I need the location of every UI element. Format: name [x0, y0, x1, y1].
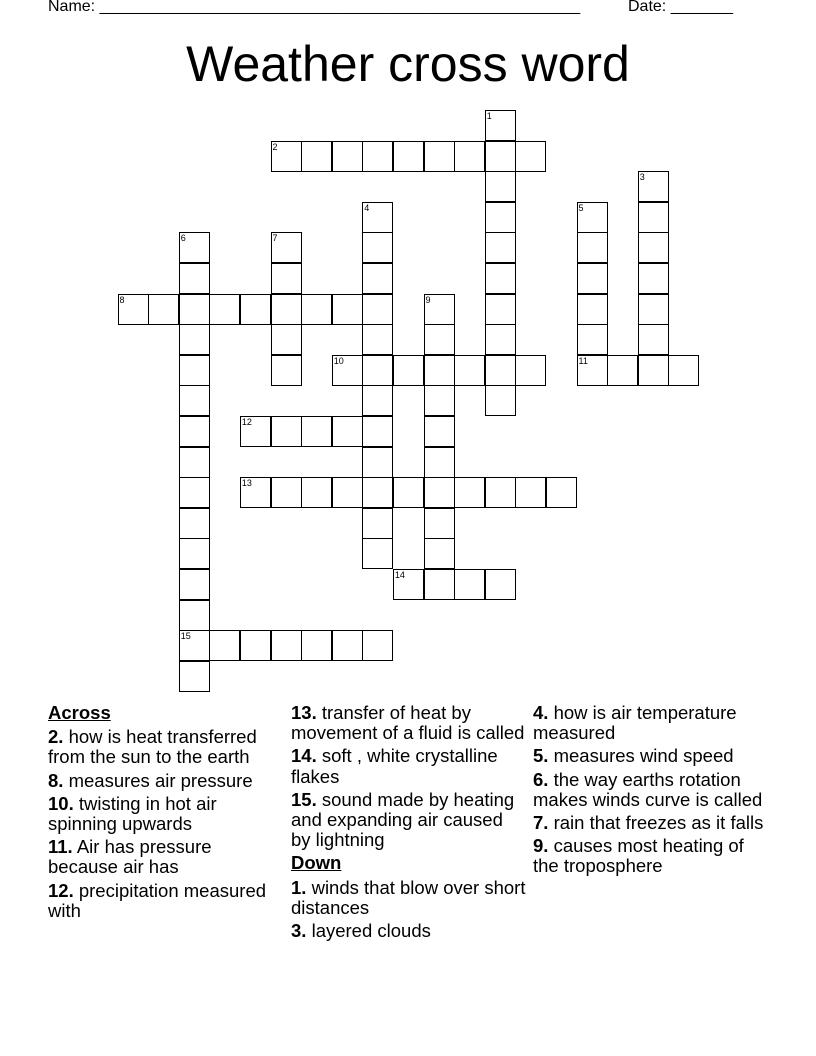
crossword-cell[interactable] [362, 202, 393, 233]
crossword-cell[interactable] [179, 661, 210, 692]
clue-text: Air has pressure because air has [48, 836, 212, 878]
crossword-cell[interactable] [485, 294, 516, 325]
clue-number-label: 6 [180, 233, 186, 244]
across-clue [48, 794, 283, 834]
crossword-cell[interactable] [271, 355, 302, 386]
crossword-cell[interactable] [485, 110, 516, 141]
crossword-cell[interactable] [179, 569, 210, 600]
clue-number: 10. [48, 792, 74, 814]
crossword-cell[interactable] [332, 477, 363, 508]
down-clue [291, 878, 526, 918]
crossword-cell[interactable] [179, 538, 210, 569]
crossword-cell[interactable] [332, 416, 363, 447]
crossword-cell[interactable] [362, 263, 393, 294]
crossword-cell[interactable] [301, 416, 332, 447]
clue-number: 3. [291, 920, 307, 942]
clue-number: 2. [48, 726, 64, 748]
crossword-cell[interactable] [179, 232, 210, 263]
clue-text: transfer of heat by movement of a fluid is called [291, 702, 525, 744]
crossword-cell[interactable] [301, 630, 332, 661]
clue-number: 15. [291, 788, 317, 810]
clue-text: how is heat transferred from the sun to the earth [48, 726, 257, 768]
crossword-cell[interactable] [148, 294, 179, 325]
crossword-cell[interactable] [362, 508, 393, 539]
across-clue [48, 771, 283, 791]
crossword-cell[interactable] [424, 141, 455, 172]
crossword-cell[interactable] [424, 294, 455, 325]
crossword-cell[interactable] [393, 569, 424, 600]
clue-number-label: 8 [119, 294, 125, 305]
crossword-cell[interactable] [485, 477, 516, 508]
crossword-cell[interactable] [577, 202, 608, 233]
crossword-cell[interactable] [209, 294, 240, 325]
crossword-cell[interactable] [485, 141, 516, 172]
crossword-cell[interactable] [332, 294, 363, 325]
crossword-cell[interactable] [638, 294, 669, 325]
crossword-cell[interactable] [638, 324, 669, 355]
clue-number: 1. [291, 876, 307, 898]
across-clue [291, 703, 526, 743]
crossword-cell[interactable] [638, 263, 669, 294]
clue-number-label: 10 [333, 355, 344, 366]
crossword-cell[interactable] [301, 141, 332, 172]
crossword-cell[interactable] [362, 447, 393, 478]
crossword-cell[interactable] [362, 294, 393, 325]
crossword-cell[interactable] [638, 232, 669, 263]
clue-number: 11. [48, 836, 73, 858]
crossword-cell[interactable] [515, 141, 546, 172]
crossword-cell[interactable] [577, 294, 608, 325]
crossword-cell[interactable] [638, 171, 669, 202]
crossword-cell[interactable] [332, 355, 363, 386]
crossword-cell[interactable] [179, 508, 210, 539]
clue-number-label: 5 [578, 202, 584, 213]
clues-column-3 [533, 703, 768, 880]
crossword-cell[interactable] [577, 232, 608, 263]
clue-number: 8. [48, 769, 64, 791]
clue-text: precipitation measured with [48, 879, 267, 921]
crossword-cell[interactable] [271, 263, 302, 294]
crossword-cell[interactable] [424, 447, 455, 478]
clue-number-label: 14 [394, 570, 405, 580]
crossword-cell[interactable] [515, 477, 546, 508]
name-line: Name: ______________________________________________________ [48, 0, 581, 15]
crossword-cell[interactable] [424, 477, 455, 508]
page-title: Weather cross word [186, 36, 630, 92]
clue-text: how is air temperature measured [533, 702, 737, 744]
crossword-cell[interactable] [485, 263, 516, 294]
down-clue [533, 836, 768, 876]
clue-number-label: 13 [241, 478, 252, 489]
crossword-cell[interactable] [118, 294, 149, 325]
crossword-cell[interactable] [668, 355, 699, 386]
crossword-cell[interactable] [485, 569, 516, 600]
down-clue [533, 703, 768, 743]
across-clue [48, 727, 283, 767]
crossword-cell[interactable] [362, 538, 393, 569]
crossword-cell[interactable] [485, 385, 516, 416]
clue-number: 4. [533, 702, 549, 723]
crossword-cell[interactable] [179, 355, 210, 386]
crossword-cell[interactable] [240, 630, 271, 661]
crossword-cell[interactable] [393, 477, 424, 508]
clue-number: 14. [291, 745, 317, 767]
across-clue [48, 837, 283, 877]
crossword-cell[interactable] [179, 600, 210, 631]
crossword-cell[interactable] [454, 355, 485, 386]
across-clue [48, 881, 283, 921]
crossword-cell[interactable] [515, 355, 546, 386]
crossword-cell[interactable] [485, 324, 516, 355]
crossword-cell[interactable] [546, 477, 577, 508]
crossword-cell[interactable] [301, 294, 332, 325]
clue-number-label: 11 [578, 355, 588, 366]
crossword-cell[interactable] [179, 263, 210, 294]
crossword-cell[interactable] [424, 355, 455, 386]
crossword-cell[interactable] [424, 508, 455, 539]
crossword-cell[interactable] [240, 477, 271, 508]
clue-text: measures air pressure [63, 769, 253, 791]
crossword-cell[interactable] [271, 232, 302, 263]
clue-text: rain that freezes as it falls [548, 812, 764, 834]
crossword-cell[interactable] [607, 355, 638, 386]
crossword-cell[interactable] [638, 355, 669, 386]
crossword-cell[interactable] [179, 385, 210, 416]
down-heading: Down [291, 852, 342, 874]
crossword-cell[interactable] [271, 141, 302, 172]
clue-number: 5. [533, 745, 549, 767]
crossword-cell[interactable] [485, 171, 516, 202]
date-line: Date: _______ [628, 0, 733, 15]
crossword-cell[interactable] [393, 355, 424, 386]
clue-number: 7. [533, 812, 549, 834]
clue-number-label: 7 [272, 233, 278, 244]
crossword-cell[interactable] [577, 355, 608, 386]
clue-text: twisting in hot air spinning upwards [48, 792, 217, 835]
crossword-cell[interactable] [454, 477, 485, 508]
down-clue [533, 813, 768, 833]
crossword-cell[interactable] [424, 538, 455, 569]
clue-number: 12. [48, 879, 74, 901]
crossword-cell[interactable] [301, 477, 332, 508]
clue-text: winds that blow over short distances [291, 876, 526, 918]
crossword-cell[interactable] [179, 294, 210, 325]
crossword-cell[interactable] [424, 416, 455, 447]
clues-column-2 [291, 703, 526, 944]
crossword-cell[interactable] [362, 630, 393, 661]
clue-number: 6. [533, 768, 549, 790]
clue-text: sound made by heating and expanding air caused by lightning [291, 788, 515, 851]
crossword-cell[interactable] [179, 324, 210, 355]
crossword-cell[interactable] [362, 355, 393, 386]
crossword-cell[interactable] [332, 141, 363, 172]
crossword-cell[interactable] [179, 416, 210, 447]
crossword-cell[interactable] [424, 385, 455, 416]
crossword-cell[interactable] [271, 294, 302, 325]
crossword-cell[interactable] [424, 324, 455, 355]
crossword-cell[interactable] [424, 569, 455, 600]
crossword-cell[interactable] [362, 232, 393, 263]
crossword-cell[interactable] [271, 416, 302, 447]
clue-number-label: 12 [241, 417, 252, 427]
crossword-cell[interactable] [271, 477, 302, 508]
clue-number-label: 15 [180, 631, 191, 642]
clue-number-label: 9 [425, 294, 431, 305]
clue-number: 13. [291, 702, 317, 723]
clue-number-label: 4 [364, 202, 370, 213]
across-heading: Across [48, 702, 111, 723]
down-clue [533, 770, 768, 810]
crossword-cell[interactable] [485, 202, 516, 233]
crossword-cell[interactable] [332, 630, 363, 661]
clue-number: 9. [533, 835, 549, 857]
clue-number-label: 3 [639, 172, 645, 183]
crossword-cell[interactable] [240, 294, 271, 325]
clue-text: layered clouds [306, 920, 431, 942]
crossword-cell[interactable] [454, 569, 485, 600]
clue-text: causes most heating of the troposphere [533, 835, 744, 877]
crossword-cell[interactable] [454, 141, 485, 172]
crossword-cell[interactable] [362, 477, 393, 508]
crossword-cell[interactable] [271, 324, 302, 355]
crossword-cell[interactable] [362, 324, 393, 355]
clue-number-label: 2 [272, 141, 278, 152]
crossword-cell[interactable] [179, 477, 210, 508]
across-clue [291, 746, 526, 786]
clues-column-1 [48, 703, 283, 924]
crossword-cell[interactable] [362, 385, 393, 416]
crossword-cell[interactable] [485, 232, 516, 263]
crossword-cell[interactable] [577, 324, 608, 355]
crossword-cell[interactable] [271, 630, 302, 661]
clue-text: measures wind speed [548, 745, 734, 767]
crossword-cell[interactable] [393, 141, 424, 172]
clue-text: soft , white crystalline flakes [291, 745, 498, 787]
clue-number-label: 1 [486, 111, 492, 121]
crossword-cell[interactable] [362, 416, 393, 447]
across-clue [291, 790, 526, 851]
crossword-cell[interactable] [209, 630, 240, 661]
down-clue [291, 921, 526, 941]
crossword-cell[interactable] [485, 355, 516, 386]
crossword-cell[interactable] [179, 630, 210, 661]
down-clue [533, 746, 768, 766]
clue-text: the way earths rotation makes winds curve is called [533, 768, 763, 810]
crossword-cell[interactable] [240, 416, 271, 447]
crossword-cell[interactable] [577, 263, 608, 294]
crossword-cell[interactable] [638, 202, 669, 233]
crossword-cell[interactable] [179, 447, 210, 478]
crossword-cell[interactable] [362, 141, 393, 172]
